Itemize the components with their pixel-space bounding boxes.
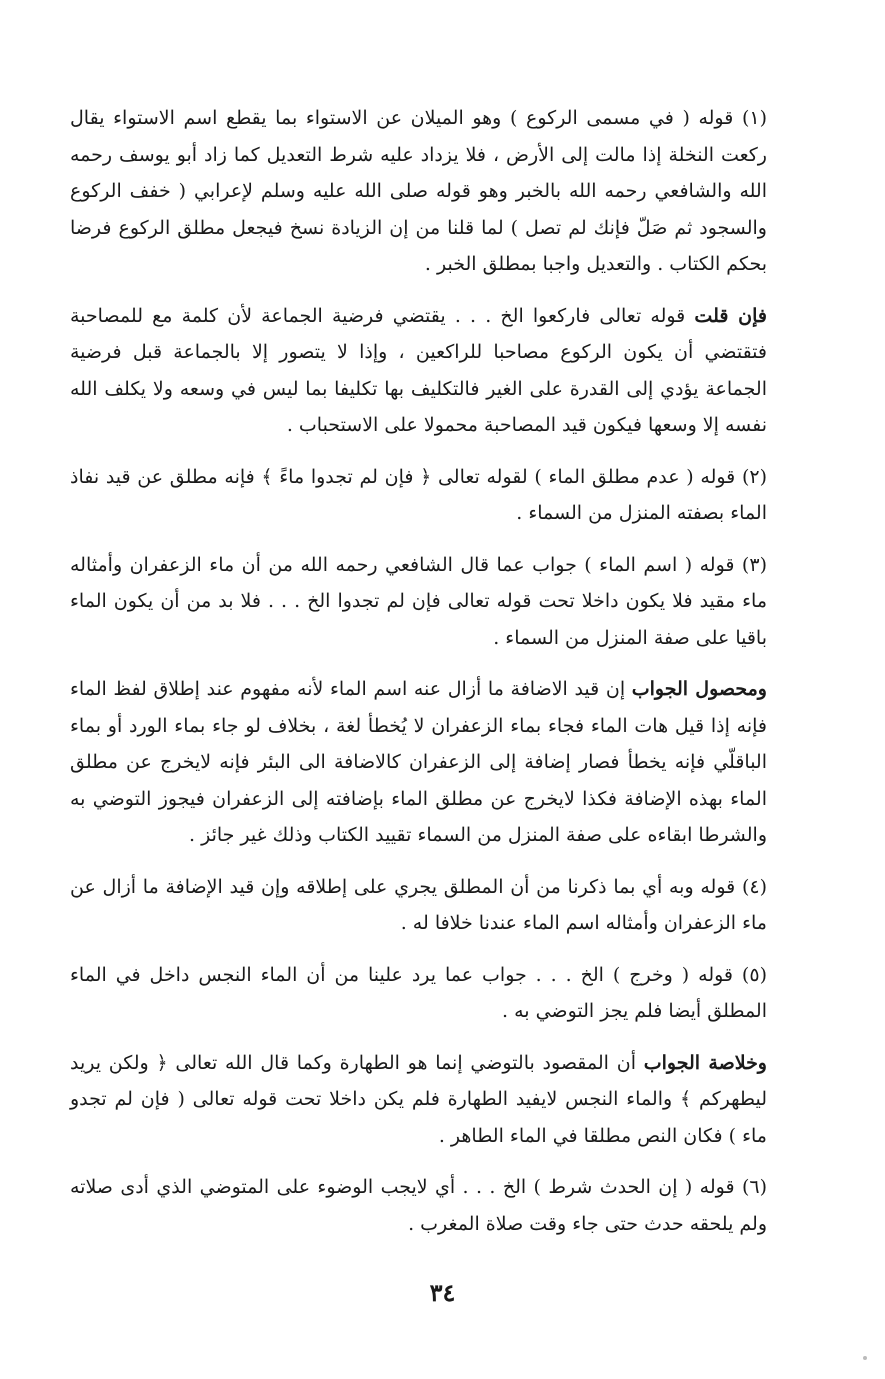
paragraph-text: (١) قوله ( في مسمى الركوع ) وهو الميلان عن الاستواء بما يقطع اسم الاستواء يقال ركعت النخلة إذا مالت إلى الأرض ، فلا يزداد عليه شرط التعديل كما زاد أبو يوسف رحمه الله والشافعي رحمه الله بالخبر وهو قوله صلى الله عليه وسلم لإعرابي ( خفف الركوع والسجود ثم صَلّ فإنك لم تصل ) لما قلنا من إن الزيادة نسخ فيجعل مطلق الركوع فرضا بحكم الكتاب . والتعديل واجبا بمطلق الخبر . (70, 107, 767, 275)
paragraph-text: (٦) قوله ( إن الحدث شرط ) الخ . . . أي لايجب الوضوء على المتوضي الذي أدى صلاته ولم يلحقه حدث حتى جاء وقت صلاة المغرب . (70, 1176, 767, 1235)
footnote-3 (70, 547, 767, 657)
paragraph-text: (٣) قوله ( اسم الماء ) جواب عما قال الشافعي رحمه الله من أن ماء الزعفران وأمثاله ماء مقيد فلا يكون داخلا تحت قوله تعالى فإن لم تجدوا الخ . . . فلا بد من أن يكون الماء باقيا على صفة المنزل من السماء . (70, 553, 767, 649)
paragraph-text: (٥) قوله ( وخرج ) الخ . . . جواب عما يرد علينا من أن الماء النجس داخل في الماء المطلق أيضا فلم يجز التوضي به . (70, 963, 767, 1022)
paragraph-lead: وخلاصة الجواب (643, 1051, 767, 1074)
objection-paragraph (70, 298, 767, 444)
footnote-5 (70, 957, 767, 1030)
paragraph-text: (٢) قوله ( عدم مطلق الماء ) لقوله تعالى ﴿ فإن لم تجدوا ماءً ﴾ فإنه مطلق عن قيد نفاذ الماء بصفته المنزل من السماء . (70, 465, 767, 524)
answer-conclusion-paragraph (70, 1045, 767, 1155)
footnote-2 (70, 459, 767, 532)
paragraph-text: قوله تعالى فاركعوا الخ . . . يقتضي فرضية الجماعة لأن كلمة مع للمصاحبة فتقتضي أن يكون الركوع مصاحبا للراكعين ، وإذا لا يتصور إلا بالجماعة قبل فرضية الجماعة يؤدي إلى القدرة على الغير فالتكليف بها تكليفا بما ليس في وسعه ولا يكلف الله نفسه إلا وسعها فيكون قيد المصاحبة محمولا على الاستحباب . (70, 304, 767, 436)
scan-speck (863, 1356, 867, 1360)
footnote-4 (70, 869, 767, 942)
page-body (70, 100, 767, 1242)
paragraph-lead: فإن قلت (694, 304, 768, 327)
paragraph-text: إن قيد الاضافة ما أزال عنه اسم الماء لأنه مفهوم عند إطلاق لفظ الماء فإنه إذا قيل هات الماء فجاء بماء الزعفران لا يُخطأ لغة ، بخلاف لو جاء بماء الورد أو بماء الباقلّي فإنه يخطأ فصار إضافة إلى الزعفران كالاضافة الى البئر فإنه لايخرج عن مطلق الماء بهذه الإضافة فكذا لايخرج عن مطلق الماء بإضافته إلى الزعفران فيجوز التوضي به والشرطا ابقاءه على صفة المنزل من السماء تقييد الكتاب وذلك غير جائز . (70, 678, 767, 846)
paragraph-text: (٤) قوله وبه أي بما ذكرنا من أن المطلق يجري على إطلاقه وإن قيد الإضافة ما أزال عن ماء الزعفران وأمثاله اسم الماء عندنا خلافا له . (70, 875, 767, 934)
paragraph-lead: ومحصول الجواب (631, 678, 767, 700)
page-number: ٣٤ (429, 1278, 456, 1307)
answer-summary-paragraph (70, 671, 767, 854)
footnote-1 (70, 100, 767, 283)
footnote-6 (70, 1169, 767, 1242)
paragraph-text: أن المقصود بالتوضي إنما هو الطهارة وكما قال الله تعالى ﴿ ولكن يريد ليطهركم ﴾ والماء النجس لايفيد الطهارة فلم يكن داخلا تحت قوله تعالى ( فإن لم تجدو ماء ) فكان النص مطلقا في الماء الطاهر . (70, 1051, 767, 1147)
